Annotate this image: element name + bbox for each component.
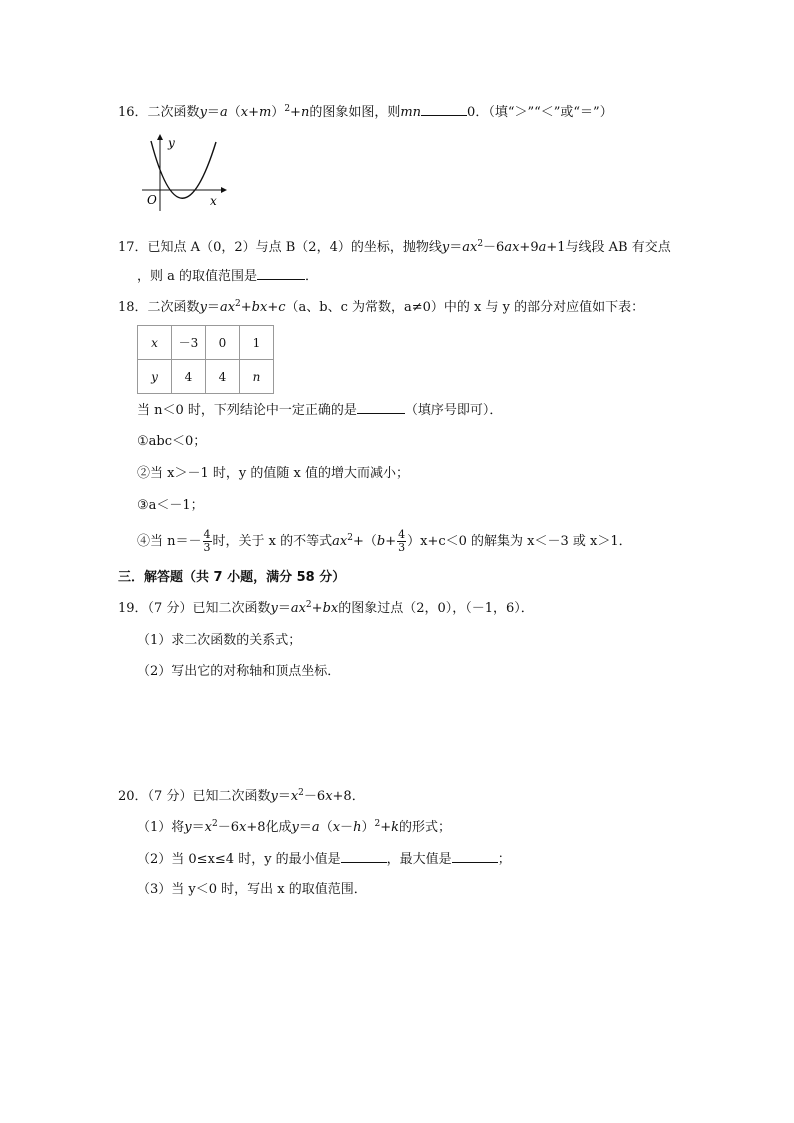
- q17-text-a: 已知点 A（0，2）与点 B（2，4）的坐标，抛物线: [147, 240, 442, 255]
- q19-part-2: （2）写出它的对称轴和顶点坐标．: [137, 664, 341, 679]
- q20-part-2: （2）当 0≤x≤4 时，y 的最小值是 ，最大值是 ；: [137, 849, 511, 870]
- q17-answer-blank[interactable]: [257, 266, 305, 280]
- table-cell: －3: [172, 326, 206, 360]
- q16-text-c: 0．（填“＞”“＜”或“＝”）: [467, 105, 613, 120]
- q18-answer-blank[interactable]: [357, 400, 405, 414]
- q20-part-1: （1）将$y=x^2-6x+8$化成$y=a(x-h)^2+k$的形式；: [137, 819, 451, 835]
- q16-parabola-graph: [138, 133, 228, 213]
- q18-option-4: ④当 n＝－ $\frac{4}{3}$ 时，关于 x 的不等式$ax^2+(b+$ $\frac{4}{3}$ ）x+c＜0 的解集为 x＜－3 或 x＞1．: [137, 528, 632, 554]
- q17-number: 17．: [118, 240, 148, 255]
- q18-text-a: 二次函数: [147, 300, 200, 315]
- fraction: $\frac{4}{3}$: [203, 528, 211, 554]
- question-20: 20．（7 分）已知二次函数$y=x^2-6x+8$．: [118, 788, 365, 804]
- question-16: 16．二次函数$y=a(x+m)^2+n$的图象如图，则mn 0．（填“＞”“＜”或“＝”）: [118, 104, 613, 120]
- q18-number: 18．: [118, 300, 148, 315]
- table-cell: x: [138, 326, 172, 360]
- q18-option-1: ①abc＜0；: [137, 434, 207, 449]
- table-cell: 4: [172, 360, 206, 394]
- table-cell: n: [240, 360, 274, 394]
- q16-answer-blank[interactable]: [421, 102, 467, 116]
- table-cell: y: [138, 360, 172, 394]
- table-cell: 1: [240, 326, 274, 360]
- q18-option-2: ②当 x＞－1 时，y 的值随 x 值的增大而减小；: [137, 466, 409, 481]
- table-row: [138, 360, 274, 394]
- q17-text-b: 与线段 AB 有交点: [565, 240, 671, 255]
- q16-text-a: 二次函数: [147, 105, 200, 120]
- q19-part-1: （1）求二次函数的关系式；: [137, 633, 302, 648]
- q19-number: 19．: [118, 601, 148, 616]
- q20-number: 20．: [118, 789, 148, 804]
- q20-min-blank[interactable]: [341, 849, 387, 863]
- y-axis-label: y: [168, 136, 175, 150]
- question-17-cont: ，则 a 的取值范围是 ．: [137, 266, 318, 287]
- q16-number: 16．: [118, 105, 148, 120]
- question-17: 17．已知点 A（0，2）与点 B（2，4）的坐标，抛物线$y=ax^2-6ax+9a+1$与线段 AB 有交点: [118, 239, 671, 255]
- question-18: 18．二次函数$y=ax^2+bx+c(a$、b、c 为常数，a≠0）中的 x 与 y 的部分对应值如下表：: [118, 299, 645, 315]
- table-row: [138, 326, 274, 360]
- origin-label: O: [147, 193, 157, 207]
- q18-value-table: [137, 325, 274, 394]
- question-19: 19．（7 分）已知二次函数$y=ax^2+bx$的图象过点（2，0），（－1，6）．: [118, 600, 534, 616]
- q20-part-3: （3）当 y＜0 时，写出 x 的取值范围．: [137, 882, 367, 897]
- q20-max-blank[interactable]: [452, 849, 498, 863]
- x-axis-label: x: [210, 194, 217, 208]
- q18-text-b: （a、b、c 为常数，a≠0）中的 x 与 y 的部分对应值如下表：: [285, 300, 645, 315]
- fraction: $\frac{4}{3}$: [398, 528, 406, 554]
- section-3-title: 三．解答题（共 7 小题，满分 58 分）: [118, 570, 346, 585]
- table-cell: 4: [206, 360, 240, 394]
- table-cell: 0: [206, 326, 240, 360]
- q16-formula: y: [199, 105, 207, 120]
- q18-option-3: ③a＜－1；: [137, 498, 204, 513]
- q17-text-c: ，则 a 的取值范围是: [137, 269, 258, 284]
- q18-prompt: 当 n＜0 时，下列结论中一定正确的是 （填序号即可）．: [137, 400, 502, 421]
- q16-text-b: 的图象如图，则: [309, 105, 401, 120]
